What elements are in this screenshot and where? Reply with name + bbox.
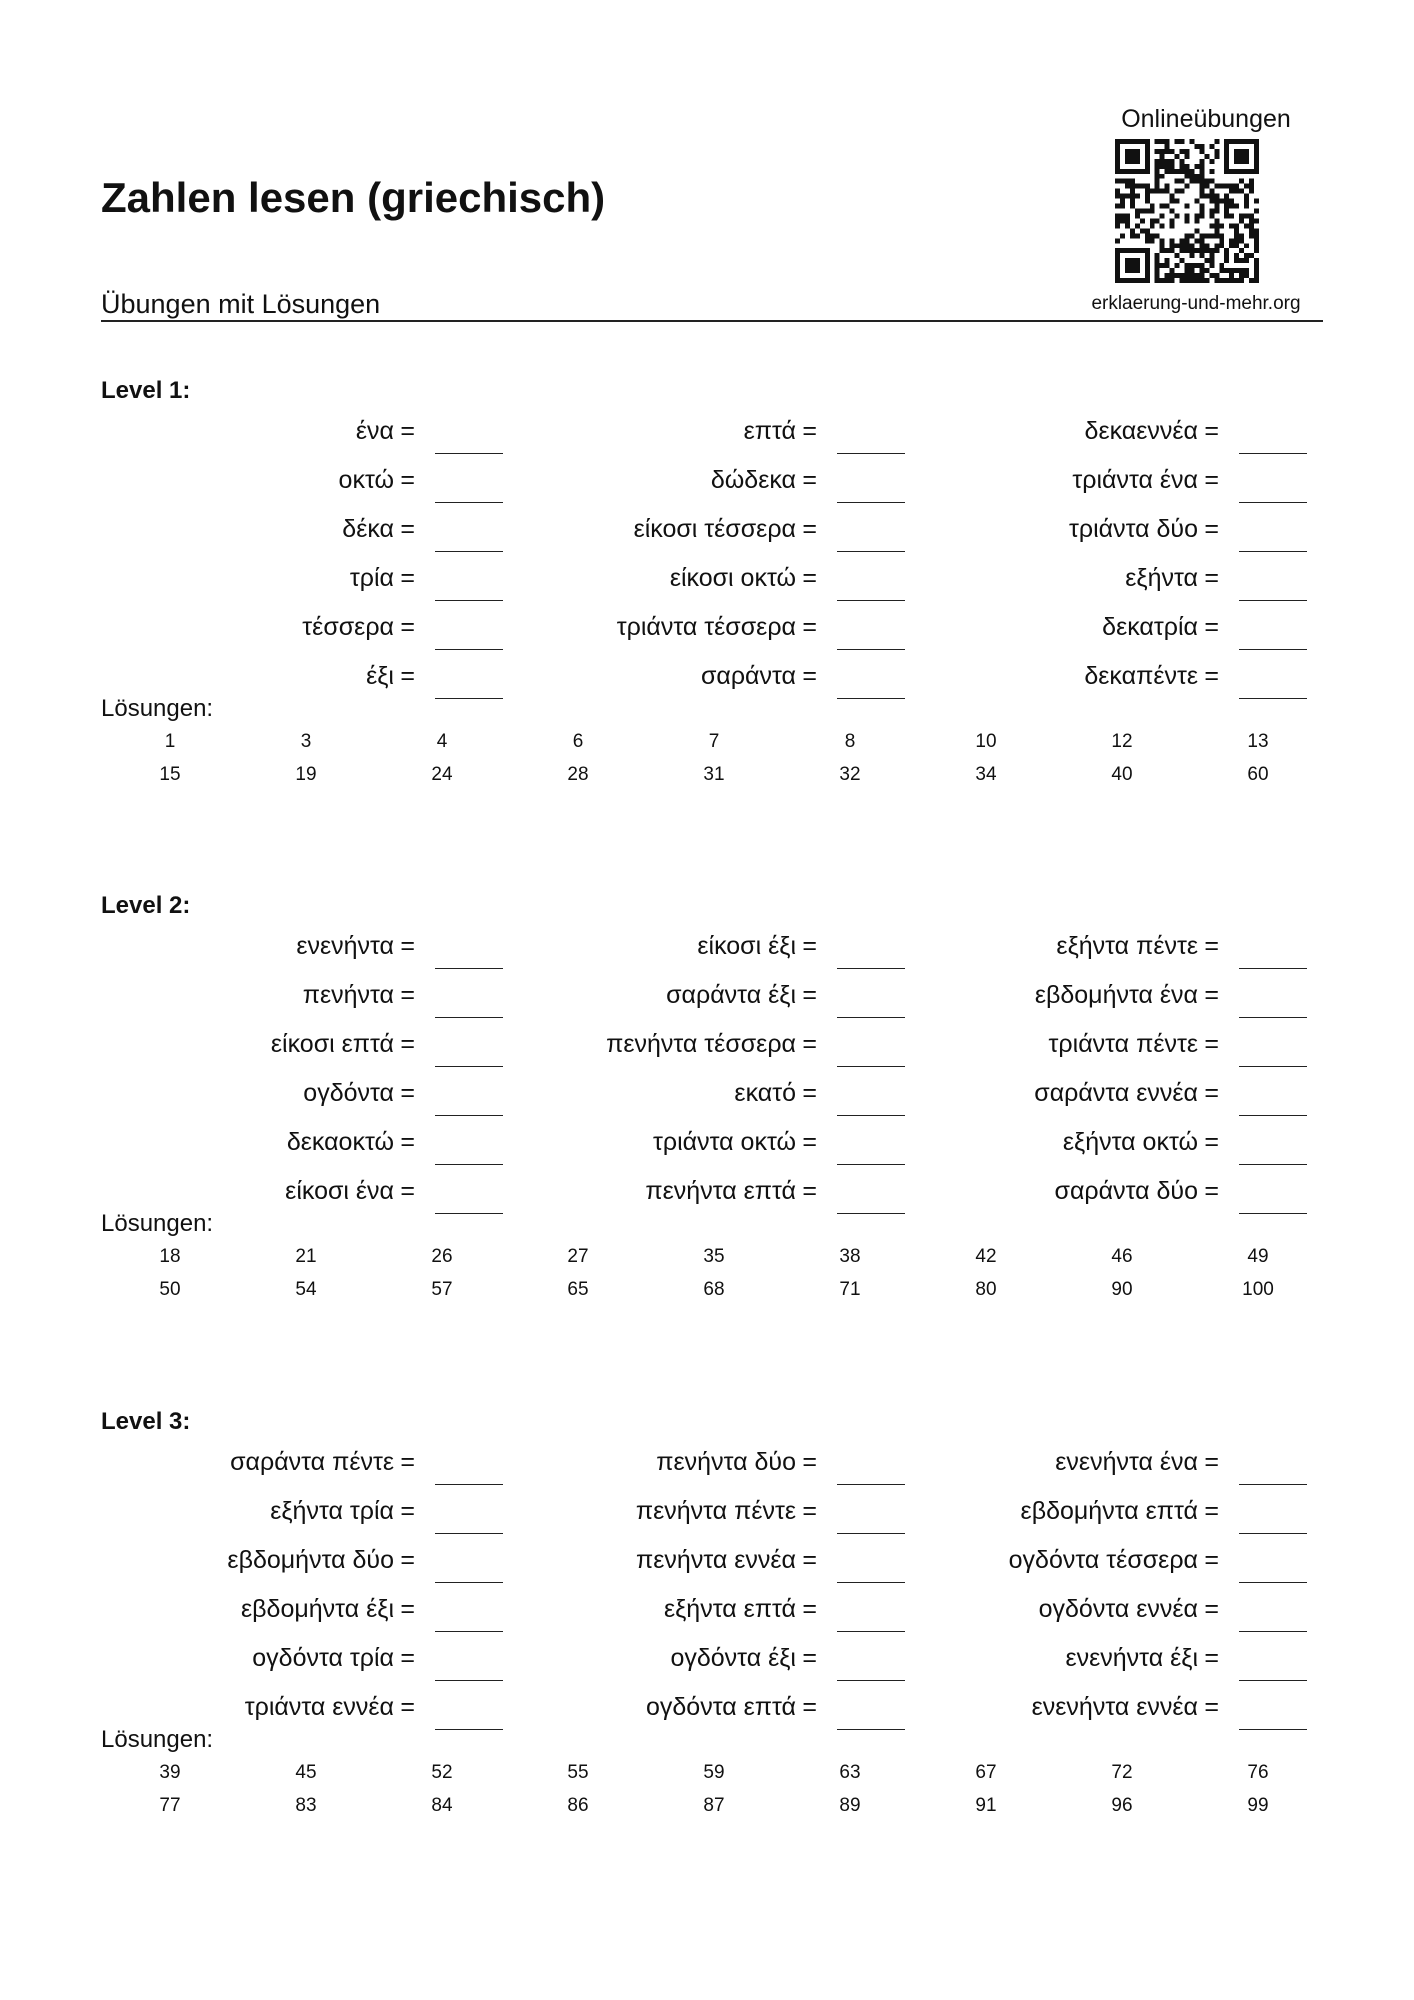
header-divider <box>101 320 1323 322</box>
level-3-section <box>101 1406 1323 1876</box>
answer-blank[interactable] <box>1239 600 1307 601</box>
solution-number: 31 <box>703 764 725 785</box>
solution-number: 65 <box>567 1279 589 1300</box>
solution-number: 87 <box>703 1795 725 1816</box>
equals-sign: = <box>802 981 817 1009</box>
solutions-grid <box>101 1242 1323 1308</box>
exercise-row <box>83 513 503 562</box>
greek-number-word: δεκαεννέα <box>1084 417 1198 445</box>
greek-number-word: ένα <box>355 417 394 445</box>
solution-number: 91 <box>975 1795 997 1816</box>
exercise-row <box>887 1495 1307 1544</box>
exercise-row <box>485 464 905 513</box>
exercise-row <box>887 513 1307 562</box>
equals-sign: = <box>400 1128 415 1156</box>
solution-number: 6 <box>572 731 584 752</box>
solution-number: 84 <box>431 1795 453 1816</box>
greek-number-word: εξήντα τρία <box>270 1497 394 1525</box>
solution-number: 52 <box>431 1762 453 1783</box>
equals-sign: = <box>1204 1497 1219 1525</box>
solution-number: 89 <box>839 1795 861 1816</box>
equals-sign: = <box>400 1546 415 1574</box>
equals-sign: = <box>1204 932 1219 960</box>
exercise-row <box>887 464 1307 513</box>
equals-sign: = <box>1204 1128 1219 1156</box>
greek-number-word: τριάντα εννέα <box>244 1693 394 1721</box>
solution-number: 12 <box>1111 731 1133 752</box>
equals-sign: = <box>1204 662 1219 690</box>
solution-number: 39 <box>159 1762 181 1783</box>
solution-number: 54 <box>295 1279 317 1300</box>
solution-number: 68 <box>703 1279 725 1300</box>
greek-number-word: επτά <box>743 417 796 445</box>
equals-sign: = <box>802 1644 817 1672</box>
solution-number: 8 <box>844 731 856 752</box>
equals-sign: = <box>1204 1079 1219 1107</box>
solution-number: 4 <box>436 731 448 752</box>
exercise-column-1 <box>83 1446 503 1740</box>
solution-number: 19 <box>295 764 317 785</box>
equals-sign: = <box>802 1079 817 1107</box>
solution-number: 57 <box>431 1279 453 1300</box>
solution-number: 27 <box>567 1246 589 1267</box>
greek-number-word: σαράντα έξι <box>666 981 796 1009</box>
greek-number-word: ενενήντα <box>296 932 394 960</box>
equals-sign: = <box>802 932 817 960</box>
equals-sign: = <box>400 466 415 494</box>
solution-number: 55 <box>567 1762 589 1783</box>
answer-blank[interactable] <box>1239 1729 1307 1730</box>
exercise-column-2 <box>485 930 905 1224</box>
solution-number: 42 <box>975 1246 997 1267</box>
exercise-row <box>485 930 905 979</box>
answer-blank[interactable] <box>1239 1066 1307 1067</box>
solution-number: 86 <box>567 1795 589 1816</box>
exercise-row <box>887 1077 1307 1126</box>
greek-number-word: τριάντα δύο <box>1068 515 1198 543</box>
equals-sign: = <box>400 1595 415 1623</box>
equals-sign: = <box>1204 466 1219 494</box>
equals-sign: = <box>802 1595 817 1623</box>
solution-number: 13 <box>1247 731 1269 752</box>
exercise-row <box>485 1446 905 1495</box>
answer-blank[interactable] <box>1239 1582 1307 1583</box>
greek-number-word: τριάντα ένα <box>1072 466 1198 494</box>
exercise-row <box>887 611 1307 660</box>
exercise-row <box>83 1642 503 1691</box>
exercise-row <box>83 1126 503 1175</box>
equals-sign: = <box>802 1497 817 1525</box>
greek-number-word: δεκαοκτώ <box>286 1128 394 1156</box>
solutions-grid <box>101 1758 1323 1824</box>
exercise-row <box>83 1593 503 1642</box>
exercise-row <box>887 1126 1307 1175</box>
solution-number: 80 <box>975 1279 997 1300</box>
answer-blank[interactable] <box>1239 1115 1307 1116</box>
exercise-row <box>83 930 503 979</box>
greek-number-word: είκοσι επτά <box>270 1030 394 1058</box>
solution-number: 34 <box>975 764 997 785</box>
solution-number: 49 <box>1247 1246 1269 1267</box>
exercise-row <box>887 660 1307 709</box>
exercise-row <box>887 1544 1307 1593</box>
equals-sign: = <box>400 1644 415 1672</box>
greek-number-word: ογδόντα έξι <box>670 1644 796 1672</box>
equals-sign: = <box>400 1030 415 1058</box>
solution-number: 67 <box>975 1762 997 1783</box>
solutions-row <box>101 760 1323 793</box>
equals-sign: = <box>400 1177 415 1205</box>
exercise-row <box>887 1593 1307 1642</box>
answer-blank[interactable] <box>1239 1213 1307 1214</box>
exercise-row <box>83 1495 503 1544</box>
greek-number-word: εβδομήντα δύο <box>227 1546 394 1574</box>
greek-number-word: πενήντα πέντε <box>635 1497 796 1525</box>
solution-number: 24 <box>431 764 453 785</box>
greek-number-word: τριάντα πέντε <box>1048 1030 1198 1058</box>
greek-number-word: πενήντα <box>302 981 394 1009</box>
exercise-row <box>887 1642 1307 1691</box>
greek-number-word: ογδόντα επτά <box>645 1693 796 1721</box>
equals-sign: = <box>400 564 415 592</box>
greek-number-word: ενενήντα ένα <box>1055 1448 1198 1476</box>
answer-blank[interactable] <box>1239 1533 1307 1534</box>
equals-sign: = <box>400 1497 415 1525</box>
exercise-row <box>485 611 905 660</box>
greek-number-word: έξι <box>366 662 394 690</box>
exercise-row <box>83 415 503 464</box>
solutions-row <box>101 1791 1323 1824</box>
greek-number-word: τέσσερα <box>302 613 394 641</box>
exercise-row <box>83 1544 503 1593</box>
exercise-row <box>83 611 503 660</box>
solution-number: 100 <box>1242 1279 1274 1300</box>
exercise-row <box>485 660 905 709</box>
answer-blank[interactable] <box>1239 1164 1307 1165</box>
equals-sign: = <box>802 613 817 641</box>
greek-number-word: πενήντα εννέα <box>636 1546 796 1574</box>
qr-code-icon[interactable] <box>1115 139 1259 283</box>
exercise-row <box>887 979 1307 1028</box>
page-subtitle: Übungen mit Lösungen <box>101 289 381 319</box>
exercise-column-2 <box>485 1446 905 1740</box>
greek-number-word: σαράντα <box>700 662 796 690</box>
exercise-row <box>887 1028 1307 1077</box>
equals-sign: = <box>400 1693 415 1721</box>
answer-blank[interactable] <box>1239 698 1307 699</box>
exercise-column-1 <box>83 415 503 709</box>
exercise-row <box>83 1028 503 1077</box>
exercise-row <box>485 1691 905 1740</box>
greek-number-word: πενήντα δύο <box>656 1448 796 1476</box>
answer-blank[interactable] <box>1239 1017 1307 1018</box>
equals-sign: = <box>1204 1546 1219 1574</box>
solution-number: 15 <box>159 764 181 785</box>
exercise-row <box>485 562 905 611</box>
greek-number-word: ογδόντα εννέα <box>1038 1595 1198 1623</box>
equals-sign: = <box>400 981 415 1009</box>
equals-sign: = <box>1204 1595 1219 1623</box>
answer-blank[interactable] <box>1239 1484 1307 1485</box>
greek-number-word: τριάντα οκτώ <box>653 1128 796 1156</box>
equals-sign: = <box>1204 1693 1219 1721</box>
solutions-row <box>101 1275 1323 1308</box>
solution-number: 3 <box>300 731 312 752</box>
exercise-row <box>485 1593 905 1642</box>
exercise-column-2 <box>485 415 905 709</box>
answer-blank[interactable] <box>1239 1680 1307 1681</box>
exercise-row <box>887 562 1307 611</box>
solutions-grid <box>101 727 1323 793</box>
solutions-row <box>101 1242 1323 1275</box>
greek-number-word: είκοσι ένα <box>285 1177 394 1205</box>
greek-number-word: εκατό <box>734 1079 796 1107</box>
equals-sign: = <box>1204 1448 1219 1476</box>
equals-sign: = <box>400 662 415 690</box>
solution-number: 35 <box>703 1246 725 1267</box>
greek-number-word: σαράντα εννέα <box>1034 1079 1198 1107</box>
equals-sign: = <box>802 662 817 690</box>
exercise-row <box>887 930 1307 979</box>
exercise-row <box>887 1446 1307 1495</box>
exercise-row <box>485 1175 905 1224</box>
greek-number-word: είκοσι οκτώ <box>669 564 796 592</box>
solution-number: 83 <box>295 1795 317 1816</box>
equals-sign: = <box>1204 1177 1219 1205</box>
equals-sign: = <box>400 1079 415 1107</box>
answer-blank[interactable] <box>1239 453 1307 454</box>
solution-number: 77 <box>159 1795 181 1816</box>
solution-number: 50 <box>159 1279 181 1300</box>
exercise-row <box>83 1446 503 1495</box>
equals-sign: = <box>400 932 415 960</box>
greek-number-word: εξήντα πέντε <box>1056 932 1198 960</box>
greek-number-word: ογδόντα <box>303 1079 394 1107</box>
level-title: Level 1: <box>101 377 191 404</box>
exercise-row <box>485 415 905 464</box>
solution-number: 38 <box>839 1246 861 1267</box>
solutions-row <box>101 1758 1323 1791</box>
solution-number: 63 <box>839 1762 861 1783</box>
equals-sign: = <box>802 417 817 445</box>
exercise-row <box>887 1175 1307 1224</box>
equals-sign: = <box>802 1448 817 1476</box>
greek-number-word: δεκατρία <box>1102 613 1198 641</box>
site-url[interactable]: erklaerung-und-mehr.org <box>1091 293 1301 314</box>
equals-sign: = <box>802 515 817 543</box>
greek-number-word: ογδόντα τέσσερα <box>1008 1546 1198 1574</box>
solution-number: 40 <box>1111 764 1133 785</box>
greek-number-word: δεκαπέντε <box>1084 662 1198 690</box>
exercise-row <box>485 1495 905 1544</box>
solution-number: 10 <box>975 731 997 752</box>
exercise-row <box>485 979 905 1028</box>
greek-number-word: σαράντα πέντε <box>230 1448 394 1476</box>
greek-number-word: ενενήντα έξι <box>1065 1644 1198 1672</box>
solution-number: 1 <box>164 731 176 752</box>
greek-number-word: τρία <box>349 564 394 592</box>
exercise-row <box>485 1126 905 1175</box>
greek-number-word: ογδόντα τρία <box>252 1644 394 1672</box>
solutions-label: Lösungen: <box>101 1726 214 1753</box>
online-exercises-label: Onlineübungen <box>1121 105 1291 133</box>
greek-number-word: τριάντα τέσσερα <box>616 613 796 641</box>
solution-number: 60 <box>1247 764 1269 785</box>
greek-number-word: εξήντα επτά <box>663 1595 796 1623</box>
answer-blank[interactable] <box>1239 968 1307 969</box>
greek-number-word: δώδεκα <box>710 466 796 494</box>
greek-number-word: σαράντα δύο <box>1054 1177 1198 1205</box>
greek-number-word: εξήντα <box>1125 564 1198 592</box>
answer-blank[interactable] <box>1239 649 1307 650</box>
greek-number-word: ενενήντα εννέα <box>1031 1693 1198 1721</box>
exercise-column-1 <box>83 930 503 1224</box>
solution-number: 18 <box>159 1246 181 1267</box>
solution-number: 59 <box>703 1762 725 1783</box>
solution-number: 32 <box>839 764 861 785</box>
exercise-row <box>83 1077 503 1126</box>
exercise-row <box>485 1544 905 1593</box>
greek-number-word: δέκα <box>342 515 394 543</box>
exercise-row <box>485 1642 905 1691</box>
greek-number-word: εβδομήντα ένα <box>1034 981 1198 1009</box>
equals-sign: = <box>400 1448 415 1476</box>
greek-number-word: εβδομήντα έξι <box>241 1595 394 1623</box>
exercise-row <box>83 979 503 1028</box>
solution-number: 72 <box>1111 1762 1133 1783</box>
greek-number-word: εξήντα οκτώ <box>1062 1128 1198 1156</box>
exercise-row <box>887 415 1307 464</box>
equals-sign: = <box>1204 1030 1219 1058</box>
equals-sign: = <box>1204 981 1219 1009</box>
level-title: Level 3: <box>101 1408 191 1435</box>
greek-number-word: οκτώ <box>338 466 394 494</box>
equals-sign: = <box>802 1128 817 1156</box>
greek-number-word: είκοσι έξι <box>697 932 796 960</box>
answer-blank[interactable] <box>1239 502 1307 503</box>
answer-blank[interactable] <box>1239 1631 1307 1632</box>
solutions-label: Lösungen: <box>101 1210 214 1237</box>
exercise-column-3 <box>887 930 1307 1224</box>
solution-number: 96 <box>1111 1795 1133 1816</box>
solution-number: 99 <box>1247 1795 1269 1816</box>
exercise-column-3 <box>887 415 1307 709</box>
level-title: Level 2: <box>101 892 191 919</box>
equals-sign: = <box>802 564 817 592</box>
greek-number-word: είκοσι τέσσερα <box>633 515 796 543</box>
exercise-row <box>485 513 905 562</box>
solution-number: 46 <box>1111 1246 1133 1267</box>
equals-sign: = <box>802 1177 817 1205</box>
exercise-row <box>485 1077 905 1126</box>
solution-number: 26 <box>431 1246 453 1267</box>
exercise-row <box>83 562 503 611</box>
exercise-row <box>485 1028 905 1077</box>
solution-number: 28 <box>567 764 589 785</box>
equals-sign: = <box>1204 1644 1219 1672</box>
solution-number: 76 <box>1247 1762 1269 1783</box>
equals-sign: = <box>400 613 415 641</box>
exercise-row <box>83 464 503 513</box>
equals-sign: = <box>400 417 415 445</box>
equals-sign: = <box>1204 417 1219 445</box>
equals-sign: = <box>802 1693 817 1721</box>
solution-number: 7 <box>708 731 720 752</box>
solution-number: 71 <box>839 1279 861 1300</box>
equals-sign: = <box>802 1030 817 1058</box>
greek-number-word: εβδομήντα επτά <box>1020 1497 1198 1525</box>
equals-sign: = <box>1204 515 1219 543</box>
equals-sign: = <box>400 515 415 543</box>
equals-sign: = <box>802 1546 817 1574</box>
solution-number: 90 <box>1111 1279 1133 1300</box>
greek-number-word: πενήντα τέσσερα <box>606 1030 796 1058</box>
equals-sign: = <box>1204 613 1219 641</box>
exercise-row <box>887 1691 1307 1740</box>
exercise-column-3 <box>887 1446 1307 1740</box>
equals-sign: = <box>1204 564 1219 592</box>
solution-number: 45 <box>295 1762 317 1783</box>
level-1-section <box>101 375 1323 845</box>
solutions-label: Lösungen: <box>101 695 214 722</box>
greek-number-word: πενήντα επτά <box>645 1177 796 1205</box>
page-title: Zahlen lesen (griechisch) <box>101 174 606 221</box>
answer-blank[interactable] <box>1239 551 1307 552</box>
equals-sign: = <box>802 466 817 494</box>
level-2-section <box>101 890 1323 1360</box>
solution-number: 21 <box>295 1246 317 1267</box>
solutions-row <box>101 727 1323 760</box>
